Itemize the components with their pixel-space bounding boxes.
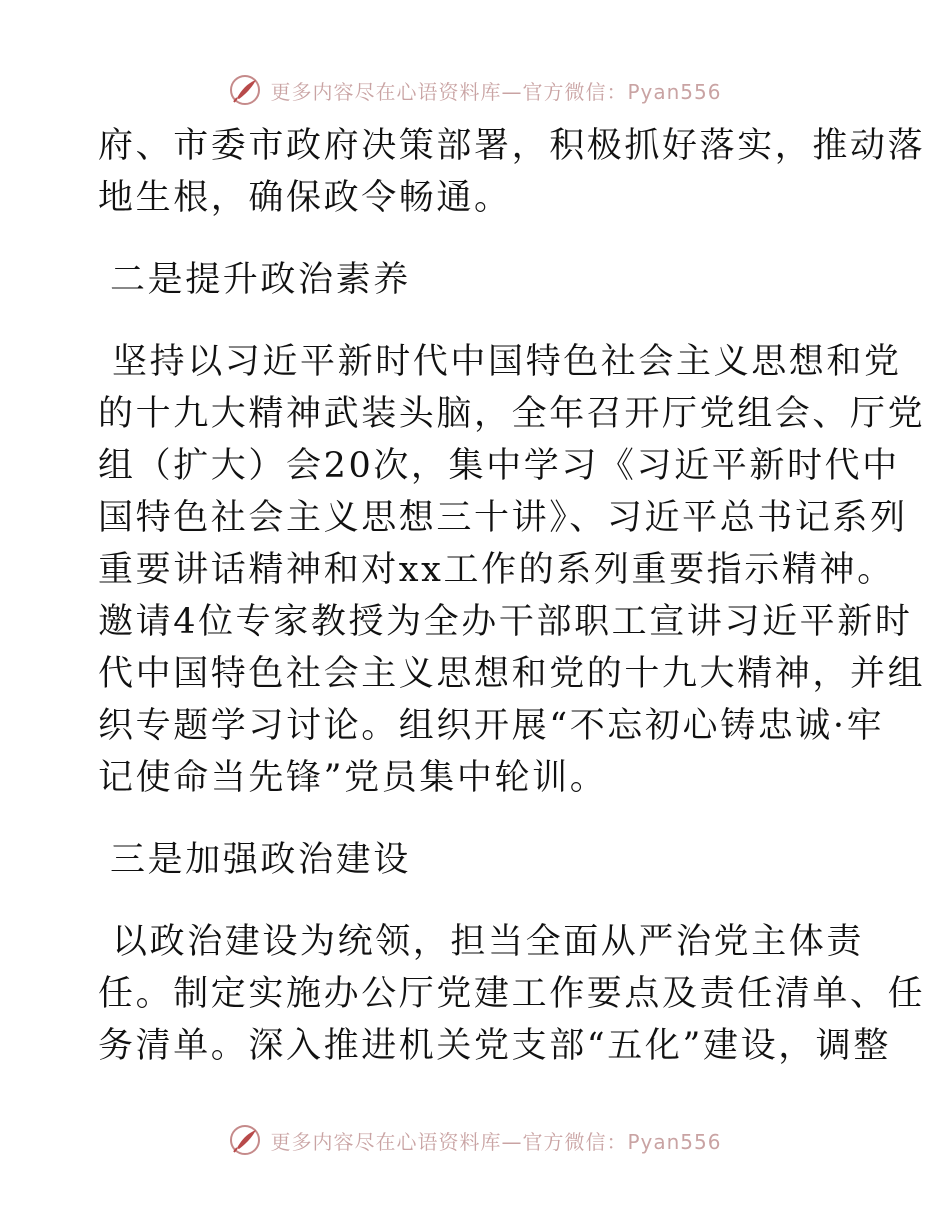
text-line: 记使命当先锋”党员集中轮训。 — [98, 758, 608, 798]
text-line: 邀请4位专家教授为全办干部职工宣讲习近平新时 — [98, 602, 913, 642]
text-line: 务清单。深入推进机关党支部“五化”建设，调整 — [98, 1026, 891, 1066]
section-heading: 三是加强政治建设 — [110, 840, 411, 880]
text-line: 重要讲话精神和对xx工作的系列重要指示精神。 — [98, 550, 895, 590]
text-line: 织专题学习讨论。组织开展“不忘初心铸忠诚·牢 — [98, 706, 885, 746]
watermark-text: 更多内容尽在心语资料库—官方微信：Pyan556 — [270, 1129, 722, 1154]
feather-pen-logo-icon — [228, 1123, 262, 1157]
text-line: 国特色社会主义思想三十讲》、习近平总书记系列 — [98, 498, 908, 538]
feather-pen-logo-icon — [228, 73, 262, 107]
document-body — [98, 120, 926, 1072]
text-line: 以政治建设为统领，担当全面从严治党主体责 — [112, 922, 865, 962]
section-heading: 二是提升政治素养 — [110, 260, 411, 300]
header-watermark — [0, 70, 950, 110]
text-line: 代中国特色社会主义思想和党的十九大精神，并组 — [98, 654, 926, 694]
text-line: 府、市委市政府决策部署，积极抓好落实，推动落 — [98, 126, 926, 166]
text-line: 坚持以习近平新时代中国特色社会主义思想和党 — [112, 342, 902, 382]
text-line: 的十九大精神武装头脑，全年召开厅党组会、厅党 — [98, 394, 926, 434]
text-line: 地生根，确保政令畅通。 — [98, 178, 512, 218]
watermark-text: 更多内容尽在心语资料库—官方微信：Pyan556 — [270, 79, 722, 104]
text-line: 组（扩大）会20次，集中学习《习近平新时代中 — [98, 446, 900, 486]
text-line: 任。制定实施办公厅党建工作要点及责任清单、任 — [98, 974, 926, 1014]
footer-watermark — [0, 1120, 950, 1160]
